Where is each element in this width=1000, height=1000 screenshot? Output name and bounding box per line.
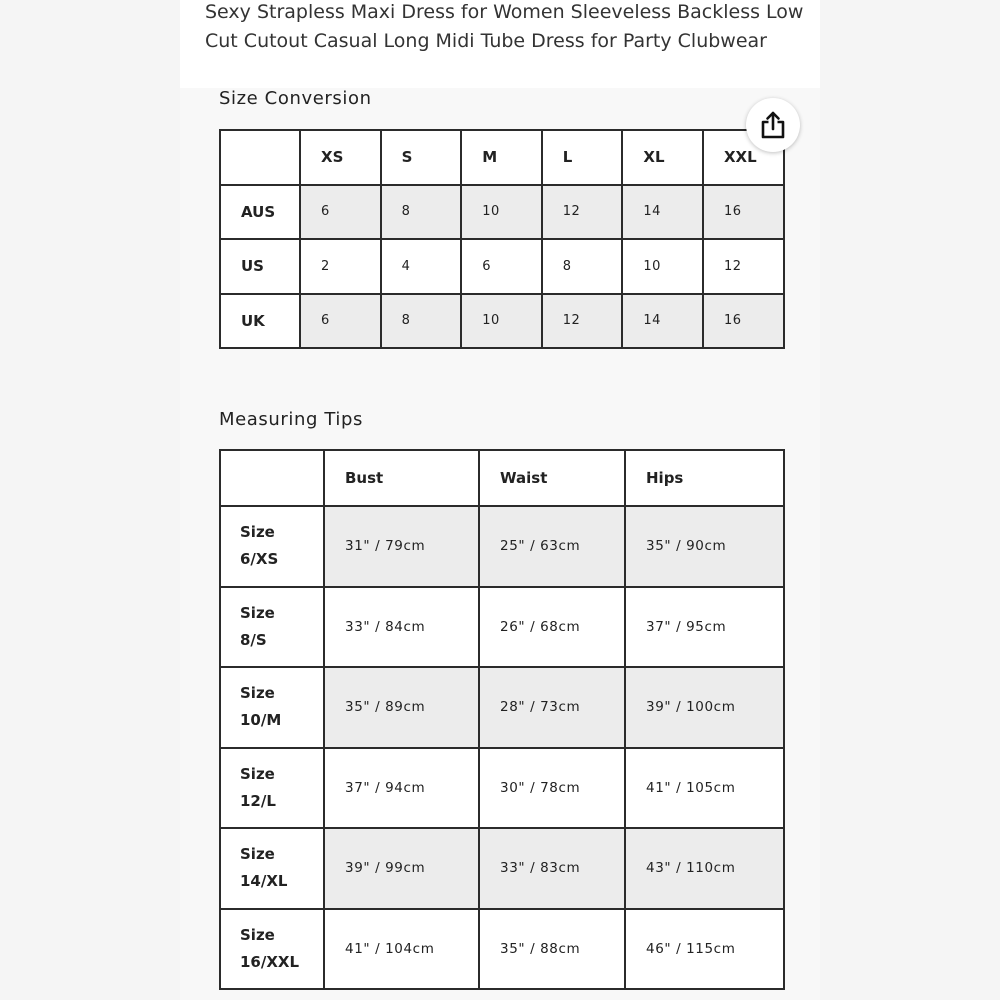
region-label: US (220, 239, 300, 294)
size-label-line2: 6/XS (240, 550, 279, 569)
size-label-line2: 16/XXL (240, 952, 300, 971)
table-cell: 16 (703, 294, 784, 349)
column-header: Bust (324, 450, 479, 506)
table-cell: 6 (461, 239, 542, 294)
column-header: XS (300, 130, 381, 185)
table-cell: 14 (622, 185, 703, 240)
table-row (220, 587, 784, 668)
size-label-line2: 8/S (240, 630, 267, 649)
table-cell: 35" / 88cm (479, 909, 625, 990)
table-cell: 41" / 105cm (625, 748, 784, 829)
table-cell: 2 (300, 239, 381, 294)
size-label (220, 667, 324, 748)
size-conversion-heading: Size Conversion (219, 88, 372, 109)
size-label-line2: 14/XL (240, 872, 288, 891)
table-cell: 25" / 63cm (479, 506, 625, 587)
table-cell: 41" / 104cm (324, 909, 479, 990)
table-row (220, 185, 784, 240)
size-label-line1: Size (240, 603, 275, 622)
table-cell: 8 (381, 294, 462, 349)
table-cell: 6 (300, 185, 381, 240)
table-row (220, 828, 784, 909)
size-conversion-table (219, 129, 785, 349)
table-row (220, 294, 784, 349)
table-cell: 12 (542, 294, 623, 349)
share-button[interactable] (746, 98, 800, 152)
size-label (220, 748, 324, 829)
table-row (220, 909, 784, 990)
table-cell: 37" / 95cm (625, 587, 784, 668)
table-cell: 39" / 99cm (324, 828, 479, 909)
size-label-line1: Size (240, 845, 275, 864)
table-cell: 8 (381, 185, 462, 240)
size-label-line1: Size (240, 684, 275, 703)
table-cell: 31" / 79cm (324, 506, 479, 587)
table-cell: 39" / 100cm (625, 667, 784, 748)
table-cell: 14 (622, 294, 703, 349)
table-cell: 46" / 115cm (625, 909, 784, 990)
table-cell: 12 (542, 185, 623, 240)
size-label (220, 506, 324, 587)
column-header: XL (622, 130, 703, 185)
table-cell: 10 (622, 239, 703, 294)
table-corner-cell (220, 130, 300, 185)
table-row (220, 667, 784, 748)
table-cell: 12 (703, 239, 784, 294)
table-cell: 28" / 73cm (479, 667, 625, 748)
table-cell: 37" / 94cm (324, 748, 479, 829)
size-label (220, 828, 324, 909)
table-cell: 33" / 83cm (479, 828, 625, 909)
table-header-row (220, 450, 784, 506)
table-header-row (220, 130, 784, 185)
table-cell: 4 (381, 239, 462, 294)
size-label-line2: 12/L (240, 791, 276, 810)
region-label: AUS (220, 185, 300, 240)
table-cell: 26" / 68cm (479, 587, 625, 668)
measuring-tips-table (219, 449, 785, 990)
size-label-line1: Size (240, 523, 275, 542)
column-header: M (461, 130, 542, 185)
table-cell: 16 (703, 185, 784, 240)
region-label: UK (220, 294, 300, 349)
table-cell: 35" / 89cm (324, 667, 479, 748)
table-row (220, 748, 784, 829)
table-row (220, 239, 784, 294)
table-cell: 33" / 84cm (324, 587, 479, 668)
table-cell: 10 (461, 185, 542, 240)
measuring-tips-heading: Measuring Tips (219, 409, 364, 430)
product-title: Sexy Strapless Maxi Dress for Women Sleeveless Backless Low Cut Cutout Casual Long Midi Tube Dress for Party Clubwear (205, 1, 804, 52)
column-header: S (381, 130, 462, 185)
table-cell: 8 (542, 239, 623, 294)
column-header: Waist (479, 450, 625, 506)
size-label-line1: Size (240, 764, 275, 783)
share-icon (758, 110, 788, 140)
column-header: XXL (703, 130, 784, 185)
column-header: L (542, 130, 623, 185)
size-label-line2: 10/M (240, 711, 282, 730)
table-cell: 30" / 78cm (479, 748, 625, 829)
table-corner-cell (220, 450, 324, 506)
column-header: Hips (625, 450, 784, 506)
table-cell: 35" / 90cm (625, 506, 784, 587)
table-cell: 6 (300, 294, 381, 349)
table-cell: 43" / 110cm (625, 828, 784, 909)
size-label-line1: Size (240, 925, 275, 944)
table-row (220, 506, 784, 587)
size-label (220, 587, 324, 668)
size-label (220, 909, 324, 990)
table-cell: 10 (461, 294, 542, 349)
